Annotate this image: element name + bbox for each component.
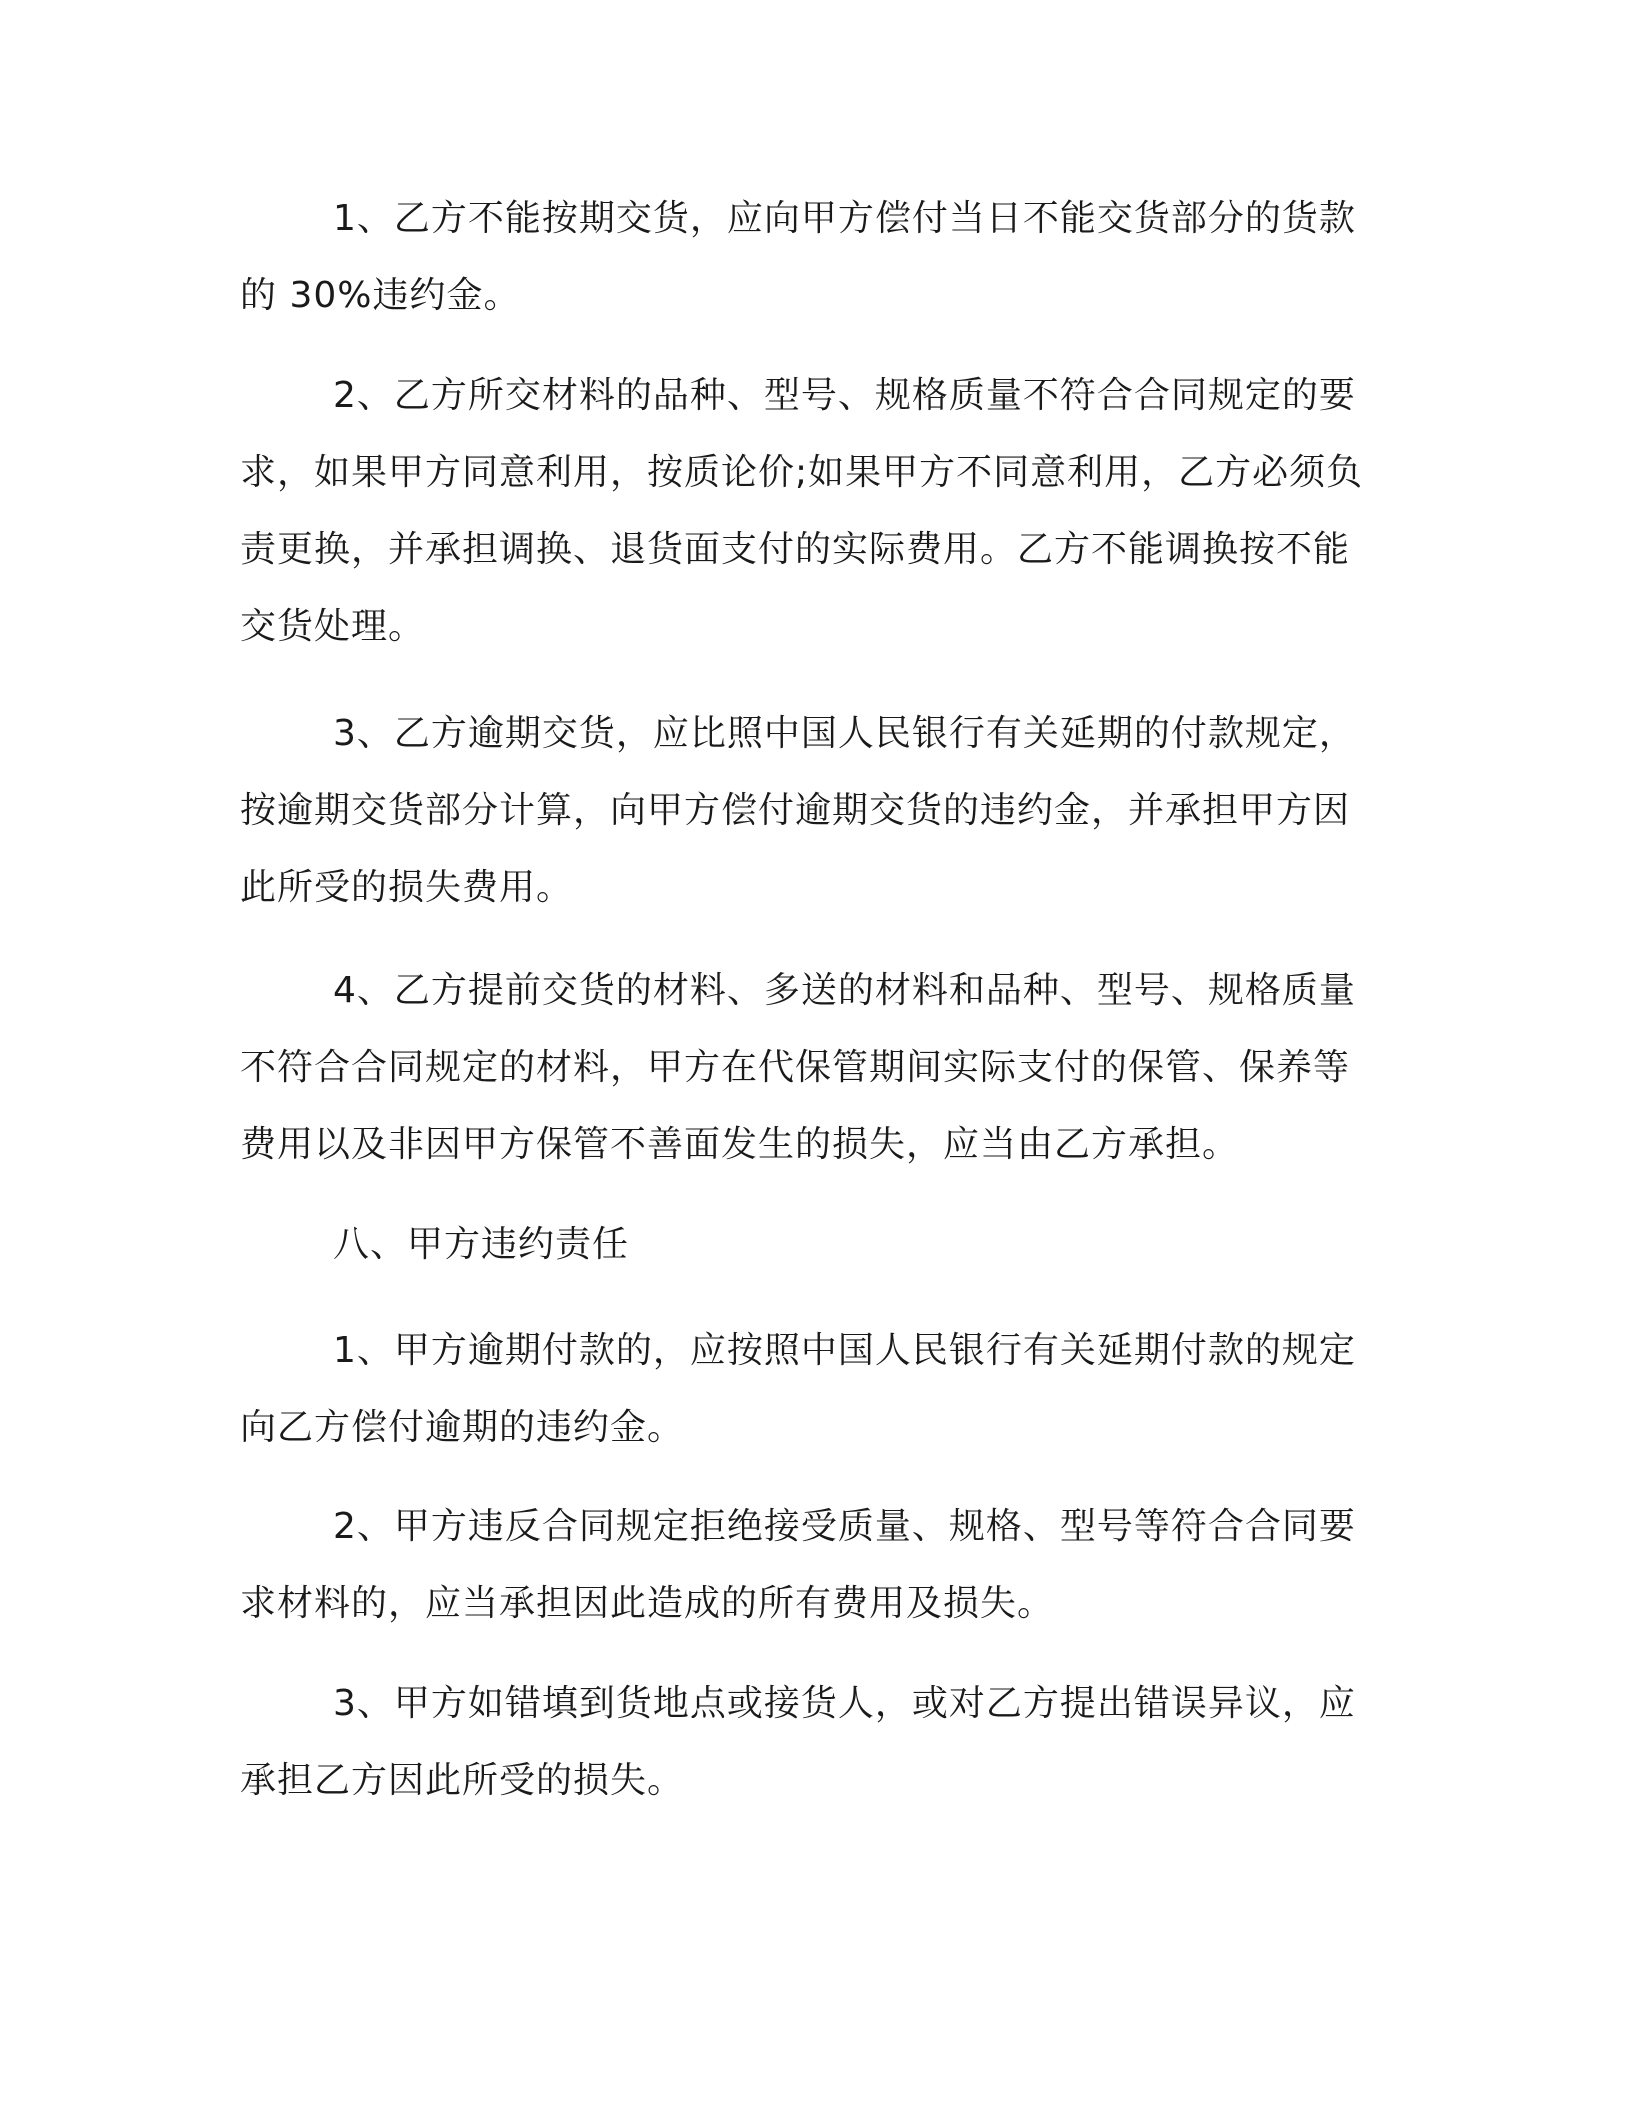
- text-line: 3、甲方如错填到货地点或接货人，或对乙方提出错误异议，应: [333, 1683, 1356, 1724]
- text-line: 责更换，并承担调换、退货面支付的实际费用。乙方不能调换按不能: [240, 529, 1351, 570]
- text-line: 承担乙方因此所受的损失。: [240, 1760, 685, 1801]
- text-line: 4、乙方提前交货的材料、多送的材料和品种、型号、规格质量: [333, 970, 1356, 1011]
- text-line: 2、乙方所交材料的品种、型号、规格质量不符合合同规定的要: [333, 375, 1356, 416]
- text-line: 1、甲方逾期付款的，应按照中国人民银行有关延期付款的规定: [333, 1330, 1356, 1371]
- text-line: 3、乙方逾期交货，应比照中国人民银行有关延期的付款规定，: [333, 713, 1356, 754]
- paragraph-5: [240, 1312, 1360, 1466]
- paragraph-6: [240, 1488, 1360, 1642]
- paragraph-2: [240, 357, 1364, 665]
- paragraph-4: [240, 952, 1360, 1183]
- text-line: 求材料的，应当承担因此造成的所有费用及损失。: [240, 1583, 1055, 1624]
- text-line: 不符合合同规定的材料，甲方在代保管期间实际支付的保管、保养等: [240, 1047, 1351, 1088]
- text-line: 按逾期交货部分计算，向甲方偿付逾期交货的违约金，并承担甲方因: [240, 790, 1351, 831]
- paragraph-7: [240, 1665, 1360, 1819]
- text-line: 向乙方偿付逾期的违约金。: [240, 1407, 685, 1448]
- section-heading: [240, 1206, 1360, 1283]
- text-line: 的 30%违约金。: [240, 275, 521, 316]
- text-line: 求，如果甲方同意利用，按质论价;如果甲方不同意利用，乙方必须负: [240, 452, 1364, 493]
- text-line: 交货处理。: [240, 606, 426, 647]
- section-title: 八、甲方违约责任: [333, 1224, 630, 1265]
- text-line: 此所受的损失费用。: [240, 867, 574, 908]
- text-line: 费用以及非因甲方保管不善面发生的损失，应当由乙方承担。: [240, 1124, 1240, 1165]
- paragraph-1: [240, 180, 1360, 334]
- paragraph-3: [240, 695, 1360, 926]
- text-line: 2、甲方违反合同规定拒绝接受质量、规格、型号等符合合同要: [333, 1506, 1356, 1547]
- text-line: 1、乙方不能按期交货，应向甲方偿付当日不能交货部分的货款: [333, 198, 1356, 239]
